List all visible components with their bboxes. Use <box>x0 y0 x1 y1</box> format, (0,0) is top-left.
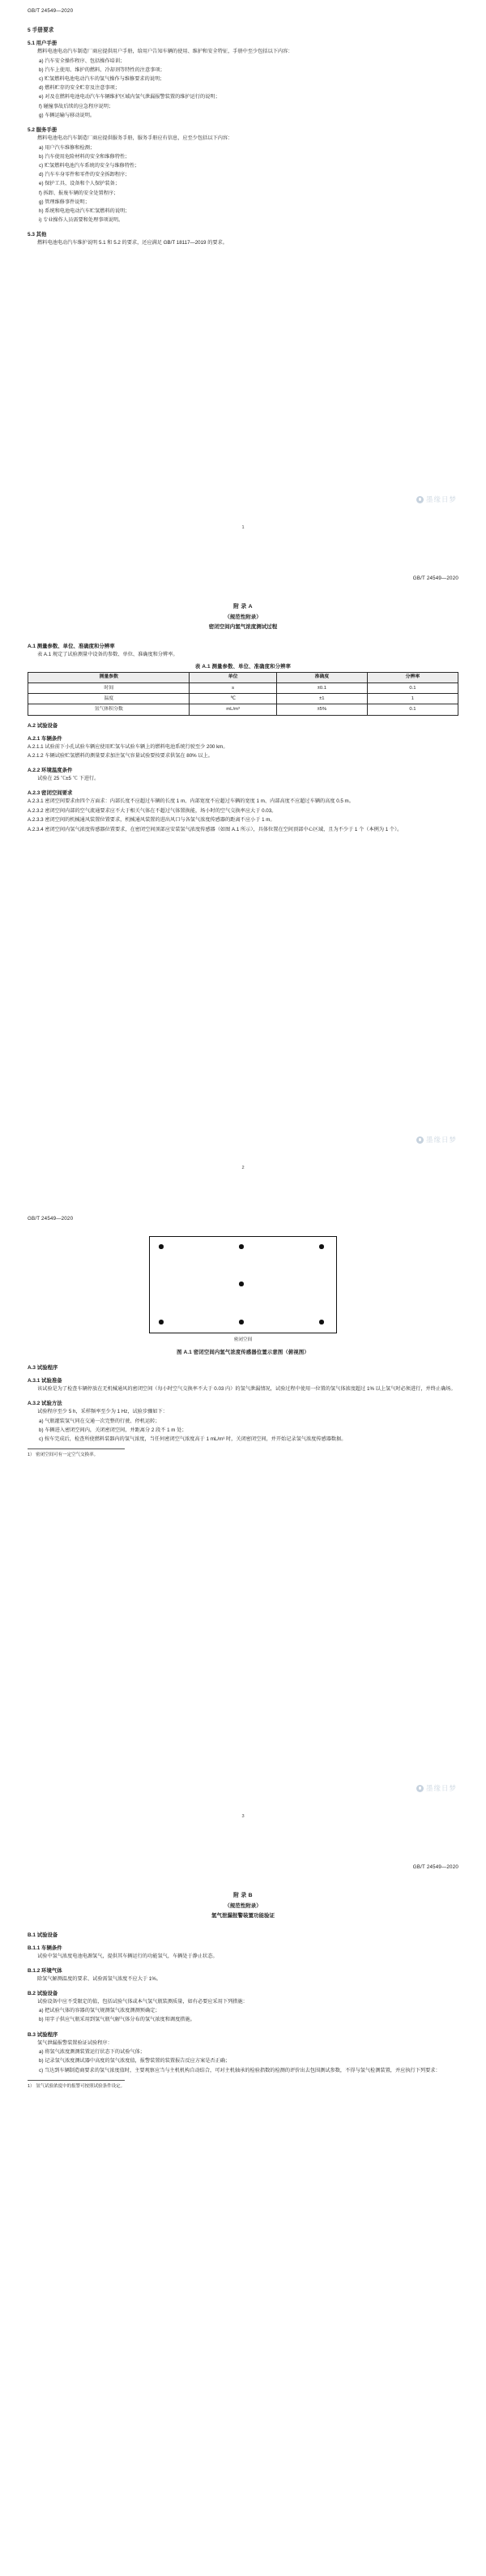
list-item: a) 用户汽车维修和检测； <box>39 144 96 151</box>
list-item: a) 气瓶灌装氢气同在交通一次完整的行驶、停机运转； <box>39 1418 160 1424</box>
sensor-dot <box>239 1282 244 1286</box>
paragraph: A.2.3.4 密闭空间内氢气浓度传感器位置要求，在密闭空间顶部应安装氢气浓度传感器（如图 A.1 所示），具体位置在空间顶部中心区域，且为不少于 1 个（本例为 1 个）。 <box>28 826 403 832</box>
list-item: e) 保护工具、设备和个人保护装备； <box>39 181 121 187</box>
list-item: f) 拆卸、报废车辆的安全处置程序； <box>39 190 119 196</box>
figure-caption: 图 A.1 密闭空间内氢气浓度传感器位置示意图（俯视图） <box>177 1350 309 1355</box>
list-item: a) 汽车安全操作程序、包括操作培训； <box>39 58 126 64</box>
sensor-dot <box>239 1320 244 1324</box>
annex-subject: 密闭空间内氢气浓度测试过程 <box>208 623 278 630</box>
list-item: g) 管理维修事件说明； <box>39 199 90 205</box>
watermark-circle-icon <box>416 1785 424 1792</box>
section-heading: 5 手册要求 <box>28 28 54 33</box>
subsection-heading: A.1 测量参数、单位、准确度和分辨率 <box>28 643 115 649</box>
watermark <box>416 1135 457 1145</box>
annex-title-block <box>28 1891 458 1921</box>
document-page-3 <box>0 1208 486 1856</box>
table-cell: 1 <box>367 694 458 704</box>
sensor-dot <box>159 1320 164 1324</box>
footnote: 1） 密闭空间可有一定空气交换率。 <box>28 1453 99 1458</box>
footnote-divider <box>28 1448 125 1449</box>
table-cell: s <box>190 683 276 693</box>
table-row <box>28 694 458 704</box>
paragraph: 除氢气解测温度的要求、试验需氢气浓度不应大于 1%。 <box>37 1975 161 1982</box>
page1-body <box>28 25 458 248</box>
subsection-heading: 5.1 用户手册 <box>28 41 58 46</box>
page-header: GB/T 24549—2020 <box>28 1216 74 1222</box>
watermark-label: 墨缘日梦 <box>425 1136 457 1145</box>
measurement-parameters-table <box>28 662 458 716</box>
list-item: h) 系统和电池电动汽车贮氢燃料的说明； <box>39 208 130 215</box>
subsection-heading: A.3.2 试验方法 <box>28 1401 62 1407</box>
list-item: f) 碰撞事故后续的应急程序说明； <box>39 103 114 109</box>
table-cell: ℃ <box>190 694 276 704</box>
watermark <box>416 494 457 504</box>
table-cell: ±5% <box>276 704 367 715</box>
table-header-row <box>28 672 458 683</box>
list-item: a) 把试验气体的容器的氢气规测氢气浓度测测预确定； <box>39 2008 160 2014</box>
page-header: GB/T 24549—2020 <box>28 8 74 14</box>
annex-label: 附 录 B <box>233 1893 253 1898</box>
list-item: c) 贮氢燃料电池电动汽车的氢气操作与维修要求的说明； <box>39 76 165 83</box>
sensor-dot <box>319 1320 324 1324</box>
subsection-heading: A.3.1 试验准备 <box>28 1378 62 1384</box>
figure-inner-label: 密闭空间 <box>233 1337 253 1342</box>
list-item: d) 燃料贮存的安全贮存及注意事项； <box>39 85 121 92</box>
subsection-heading: A.3 试验程序 <box>28 1365 58 1371</box>
paragraph: 试验程序至少 5 h，采样频率至少为 1 Hz，试验步骤如下： <box>37 1409 168 1415</box>
paragraph: 燃料电池电动汽车制造厂商应提供用户手册，给用户告知车辆的使用、维护和安全特征，手册中至少包括以下内容： <box>37 49 293 54</box>
subsection-heading: B.1.2 环境气体 <box>28 1967 62 1974</box>
paragraph: A.2.1.1 试验前下小孔试验车辆应使用贮氢车试验车辆上的燃料电池系统行驶至少 200 km。 <box>28 743 228 750</box>
paragraph: 试验设备中应不受限定的值，包括试验气体或本气氢气瓶装测质量，如有必要应采用下列措施： <box>37 1998 248 2005</box>
subsection-heading: B.2 试验设备 <box>28 1990 58 1996</box>
sensor-dot <box>159 1244 164 1249</box>
page4-body <box>28 1931 458 2090</box>
table-cell: 0.1 <box>367 704 458 715</box>
paragraph: A.2.3.2 密闭空间内部的空气流通要求应不大于相关气体在不超过气体置换能，场小时的空气交换率应大于 0.03。 <box>28 807 277 814</box>
list-item: g) 车辆运输与移动说明。 <box>39 112 96 118</box>
subsection-heading: 5.2 服务手册 <box>28 127 58 133</box>
footnote: 1） 氢气试验浓度中的报警可按照试验条件设定。 <box>28 2083 126 2089</box>
page-number: 3 <box>241 1814 245 1819</box>
page2-body <box>28 642 458 834</box>
list-item: e) 对及在燃料电池电动汽车车辆维护区域内氢气泄漏报警装置的维护运行的说明； <box>39 94 220 101</box>
paragraph: A.2.3.1 密闭空间要求由四个方面求：内部长度不应超过车辆的长度 1 m、内部宽度不应超过车辆的宽度 1 m、内部高度不应超过车辆的高度 0.5 m。 <box>28 798 354 805</box>
table-header-cell: 分辨率 <box>367 672 458 683</box>
table-cell: 0.1 <box>367 683 458 693</box>
annex-subject: 氢气泄漏报警装置功能验证 <box>211 1912 275 1919</box>
table-row <box>28 704 458 715</box>
table-header-cell: 测量参数 <box>28 672 190 683</box>
figure-a1 <box>28 1236 458 1355</box>
watermark-label: 墨缘日梦 <box>425 1785 457 1793</box>
watermark-circle-icon <box>416 1136 424 1144</box>
annex-title-block <box>28 602 458 632</box>
sensor-dot <box>239 1244 244 1249</box>
subsection-heading: A.2.3 密闭空间要求 <box>28 790 73 797</box>
page-number: 1 <box>241 525 245 530</box>
footnote-divider <box>28 2080 125 2081</box>
list-item: i) 专业操作人员需要和处理事项说明。 <box>39 217 124 224</box>
list-item: b) 记录氢气浓度测试器中高度的氢气浓度值，报警装置的装置报告反应方案是否正确； <box>39 2058 231 2065</box>
list-item: b) 车辆进入密闭空间内，关闭密闭空间，并距离分 2 段不 1 m 处； <box>39 1427 187 1433</box>
table-cell: 氢气体积分数 <box>28 704 190 715</box>
table-row <box>28 683 458 693</box>
paragraph: A.2.3.3 密闭空间的机械通风装置位置要求，机械通风装置的进出风口与各氢气浓度传感器的距离不应小于 1 m。 <box>28 817 275 824</box>
page-header: GB/T 24549—2020 <box>412 1864 458 1870</box>
paragraph: 燃料电池电动汽车制造厂商应提供服务手册，服务手册应有信息，应至少包括以下内容： <box>37 135 233 141</box>
list-item: b) 汽车使用危险材料的安全和维修特性； <box>39 153 130 160</box>
page3-body <box>28 1363 458 1458</box>
list-item: c) 当达到车辆制造商要求的氢气浓度值时，主要观察应当与主机机构自动结合，可对主机轴承的检验指数的检测的评价出去包围测试参数，不得与氢气检测装置，并应执行下列要求： <box>39 2067 441 2073</box>
list-item: c) 按车完成后，检查所使燃料装器内的氢气浓度，当任何密闭空气浓度高于 1 mL/m³ 时，关闭密闭空间，并开始记录氢气浓度传感器数据。 <box>39 1436 347 1443</box>
paragraph: 氢气泄漏报警装置验证试验程序： <box>37 2039 113 2046</box>
table-caption: 表 A.1 测量参数、单位、准确度和分辨率 <box>194 663 292 670</box>
watermark-label: 墨缘日梦 <box>425 496 457 504</box>
list-item: b) 汽车上使用、维护的燃料、冷却剂等特性的注意事项； <box>39 66 165 73</box>
document-page-2 <box>0 567 486 1208</box>
figure-enclosure-outline <box>149 1236 337 1333</box>
annex-label: 附 录 A <box>233 604 253 610</box>
table-cell: 时间 <box>28 683 190 693</box>
subsection-heading: A.2 试验设备 <box>28 722 58 729</box>
paragraph: 表 A.1 规定了试验测量中设备的参数、单位、准确度和分辨率。 <box>37 651 178 657</box>
subsection-heading: B.1 试验设备 <box>28 1932 58 1938</box>
list-item: b) 用字子供应气瓶采用到氢气瓶气解气体分布的氢气浓度和调度措施。 <box>39 2017 195 2023</box>
subsection-heading: B.1.1 车辆条件 <box>28 1945 62 1951</box>
table-header-cell: 准确度 <box>276 672 367 683</box>
paragraph: 试验在 25 ℃±5 ℃ 下进行。 <box>37 776 100 782</box>
page-header: GB/T 24549—2020 <box>412 576 458 581</box>
paragraph: A.2.1.2 车辆试验贮氢燃料的测量要求加注氢气容量试验要按要求供氢在 80% 以上。 <box>28 753 213 760</box>
sensor-dot <box>319 1244 324 1249</box>
list-item: d) 汽车车身零件和零件的安全拆卸程序； <box>39 172 130 178</box>
annex-normative-note: （规范性附录） <box>224 1902 262 1909</box>
paragraph: 燃料电池电动汽车维护说明 5.1 和 5.2 的要求，还应满足 GB/T 18117—2019 的要求。 <box>37 240 228 246</box>
table-header-cell: 单位 <box>190 672 276 683</box>
list-item: c) 贮氢燃料电池汽车系统的安全与维修特性； <box>39 163 140 169</box>
watermark-circle-icon <box>416 496 424 503</box>
list-item: a) 将氢气浓度测测装置运行状态下的试验气体； <box>39 2049 145 2056</box>
annex-normative-note: （规范性附录） <box>224 614 262 620</box>
subsection-heading: 5.3 其他 <box>28 232 47 238</box>
watermark <box>416 1783 457 1793</box>
table-cell: 温度 <box>28 694 190 704</box>
paragraph: 该试验是为了检查车辆停放在无机械通风的密闭空间（每小时空气交换率不大于 0.03 内）的氢气泄漏情况，试验过程中使用一位置的氢气体浓度超过 1% 以上氢气时必须进行，并终止确场。 <box>37 1386 456 1392</box>
paragraph: 试验中氢气浓度电池电源氢气，提供其车辆运行的功能氢气，车辆处于静止状态。 <box>37 1953 218 1959</box>
document-page-1 <box>0 0 486 567</box>
table-cell: ±1 <box>276 694 367 704</box>
table-cell: mL/m³ <box>190 704 276 715</box>
page-number: 2 <box>241 1166 245 1170</box>
document-page-4 <box>0 1856 486 2576</box>
subsection-heading: A.2.1 车辆条件 <box>28 735 62 742</box>
subsection-heading: B.3 试验程序 <box>28 2031 58 2038</box>
table-cell: ±0.1 <box>276 683 367 693</box>
subsection-heading: A.2.2 环境温度条件 <box>28 768 73 774</box>
